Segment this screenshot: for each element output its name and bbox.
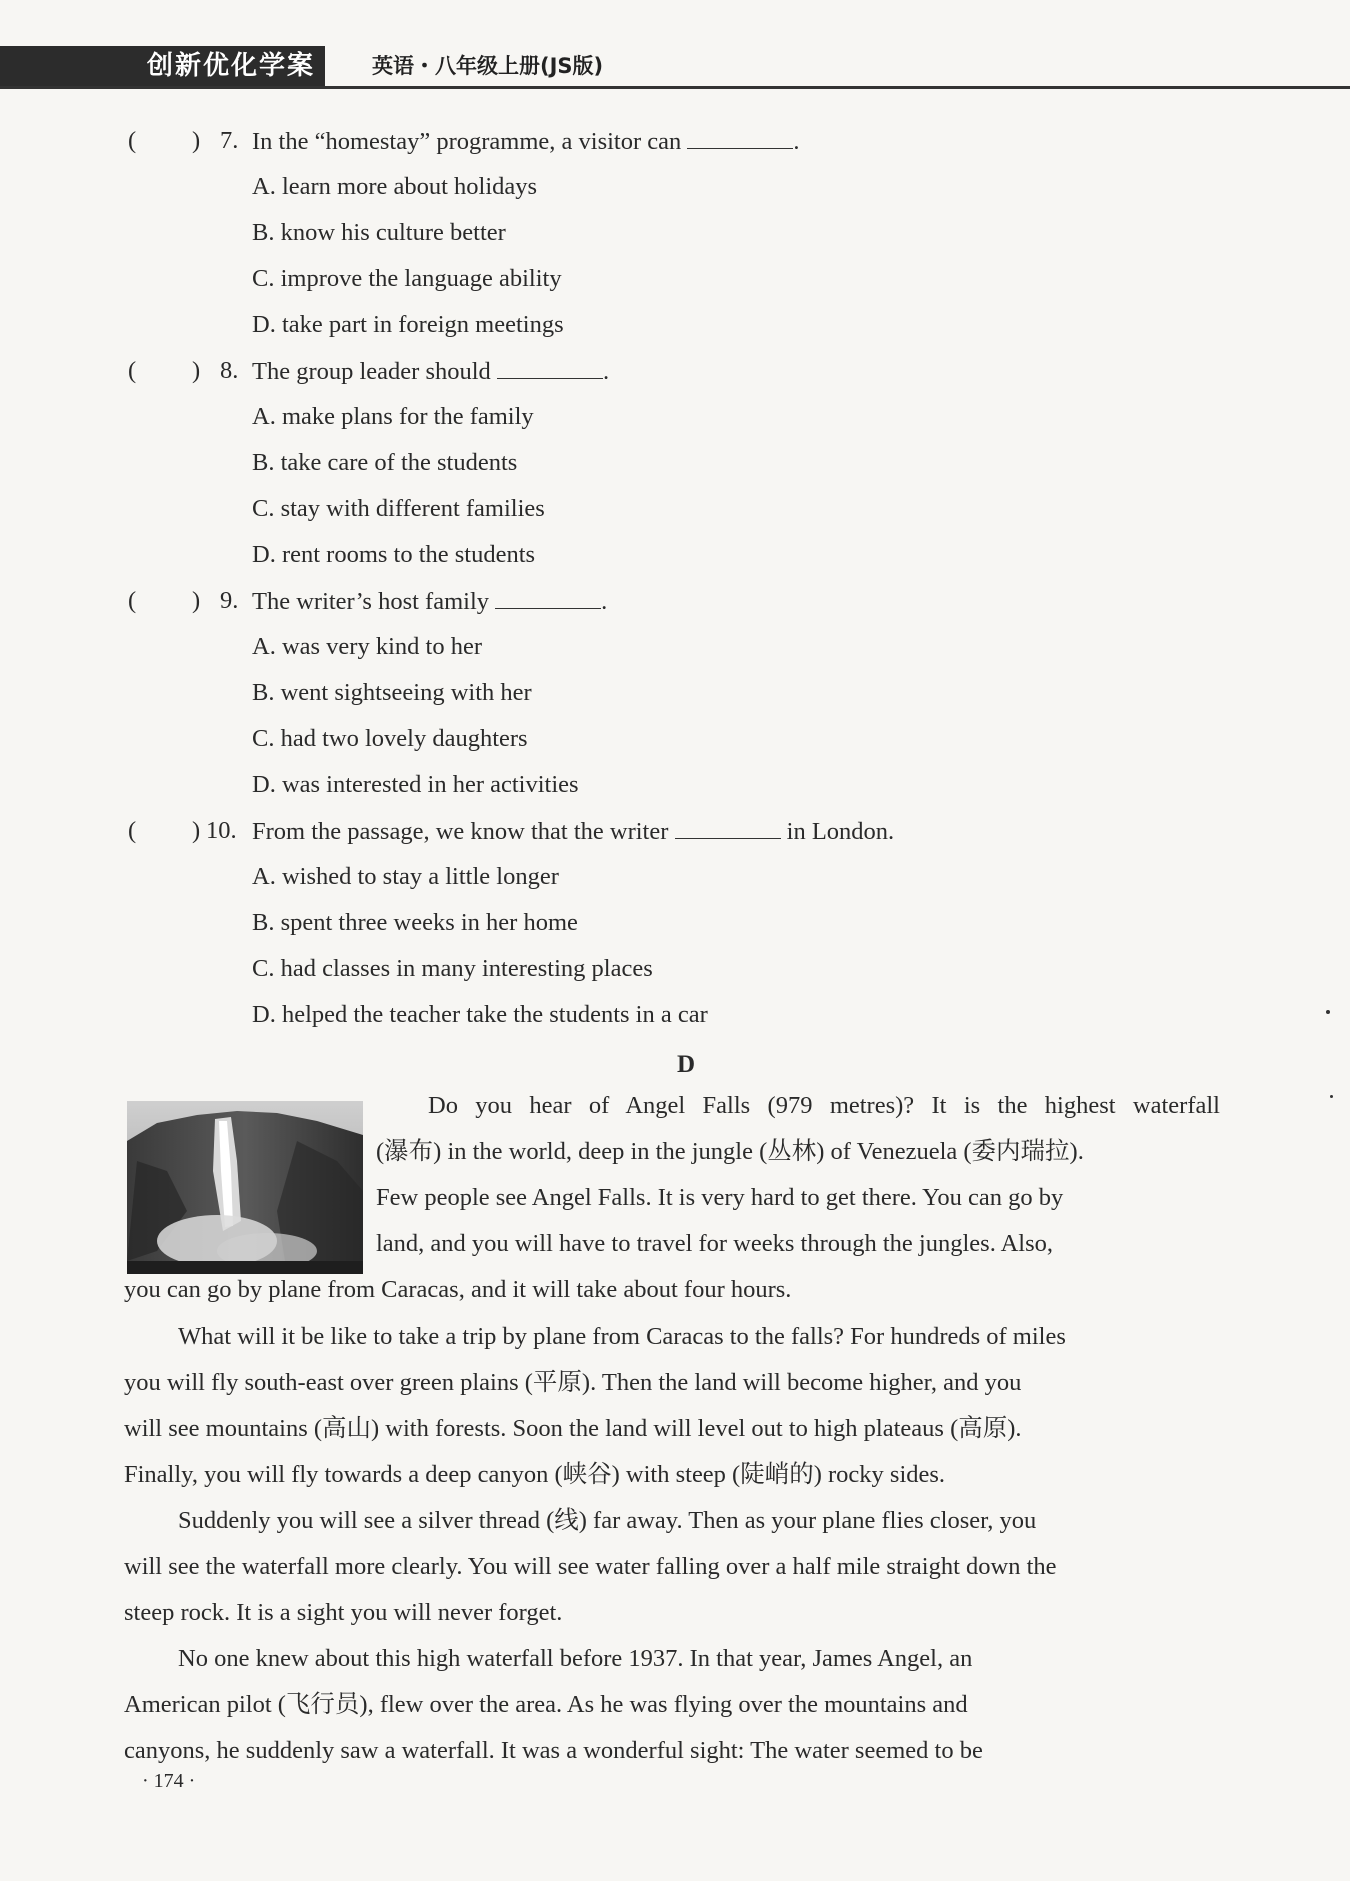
question-number: 10. <box>206 817 237 844</box>
question-number: 7. <box>220 127 239 154</box>
passage-line: canyons, he suddenly saw a waterfall. It was a wonderful sight: The water seemed to be <box>124 1737 983 1764</box>
passage-line: Do you hear of Angel Falls (979 metres)? It is the highest waterfall <box>428 1092 1220 1119</box>
option-a: A. make plans for the family <box>252 403 534 430</box>
passage-line: Few people see Angel Falls. It is very hard to get there. You can go by <box>376 1184 1064 1211</box>
header-rule <box>0 86 1350 89</box>
option-a: A. wished to stay a little longer <box>252 863 559 890</box>
answer-paren-close: ) <box>192 587 201 614</box>
passage-line: No one knew about this high waterfall before 1937. In that year, James Angel, an <box>178 1645 973 1672</box>
waterfall-photo <box>127 1101 363 1274</box>
option-d: D. take part in foreign meetings <box>252 311 564 338</box>
answer-blank <box>495 586 601 609</box>
question-stem <box>252 816 894 847</box>
waterfall-image <box>127 1101 363 1274</box>
passage-line: you will fly south-east over green plains (平原). Then the land will become higher, and you <box>124 1369 1022 1396</box>
answer-paren-open: ( <box>128 587 137 614</box>
option-c: C. had two lovely daughters <box>252 725 528 752</box>
stem-end: . <box>601 588 608 615</box>
passage-line: American pilot (飞行员), flew over the area. As he was flying over the mountains and <box>124 1691 968 1718</box>
option-b: B. take care of the students <box>252 449 518 476</box>
answer-blank <box>687 126 793 149</box>
passage-line: Finally, you will fly towards a deep canyon (峡谷) with steep (陡峭的) rocky sides. <box>124 1461 946 1488</box>
option-c: C. improve the language ability <box>252 265 562 292</box>
option-d: D. rent rooms to the students <box>252 541 536 568</box>
option-a: A. learn more about holidays <box>252 173 538 200</box>
stem-end: . <box>602 358 610 385</box>
question-stem <box>252 586 607 617</box>
passage-line: What will it be like to take a trip by plane from Caracas to the falls? For hundreds of miles <box>178 1323 1066 1350</box>
stem-text: The group leader should <box>252 358 491 385</box>
passage-line: you can go by plane from Caracas, and it will take about four hours. <box>124 1276 792 1303</box>
stem-end: . <box>793 128 800 155</box>
option-d: D. was interested in her activities <box>252 771 579 798</box>
stem-text: The writer’s host family <box>252 588 490 615</box>
book-title: 英语・八年级上册(JS版) <box>372 54 604 78</box>
answer-blank <box>675 816 781 839</box>
brand-banner: 创新优化学案 <box>0 46 325 86</box>
answer-paren-open: ( <box>128 817 137 844</box>
section-heading: D <box>677 1051 696 1078</box>
stem-end: in London. <box>786 818 895 845</box>
page-number: · 174 · <box>142 1770 196 1792</box>
passage-line: will see the waterfall more clearly. You will see water falling over a half mile straight down the <box>124 1553 1057 1580</box>
stem-text: In the “homestay” programme, a visitor can <box>252 128 682 155</box>
scan-speck <box>1330 1095 1333 1098</box>
answer-paren-open: ( <box>128 127 137 154</box>
option-d: D. helped the teacher take the students in a car <box>252 1001 708 1028</box>
passage-line: Suddenly you will see a silver thread (线) far away. Then as your plane flies closer, you <box>178 1507 1037 1534</box>
option-a: A. was very kind to her <box>252 633 482 660</box>
page-header <box>0 46 1350 88</box>
option-c: C. stay with different families <box>252 495 545 522</box>
answer-paren-close: ) <box>192 127 201 154</box>
passage-line: will see mountains (高山) with forests. Soon the land will level out to high plateaus (高原). <box>124 1415 1022 1442</box>
option-b: B. went sightseeing with her <box>252 679 532 706</box>
passage-line: (瀑布) in the world, deep in the jungle (丛林) of Venezuela (委内瑞拉). <box>376 1138 1084 1165</box>
stem-text: From the passage, we know that the writer <box>252 818 669 845</box>
option-b: B. know his culture better <box>252 219 506 246</box>
answer-paren-open: ( <box>128 357 137 384</box>
question-number: 8. <box>220 357 239 384</box>
answer-paren-close: ) <box>192 817 201 844</box>
question-number: 9. <box>220 587 239 614</box>
passage-line: land, and you will have to travel for weeks through the jungles. Also, <box>376 1230 1054 1257</box>
question-stem <box>252 126 800 157</box>
answer-paren-close: ) <box>192 357 201 384</box>
answer-blank <box>497 356 603 379</box>
scan-speck <box>1326 1010 1330 1014</box>
question-stem <box>252 356 609 387</box>
passage-line: steep rock. It is a sight you will never forget. <box>124 1599 563 1626</box>
option-c: C. had classes in many interesting places <box>252 955 653 982</box>
option-b: B. spent three weeks in her home <box>252 909 578 936</box>
